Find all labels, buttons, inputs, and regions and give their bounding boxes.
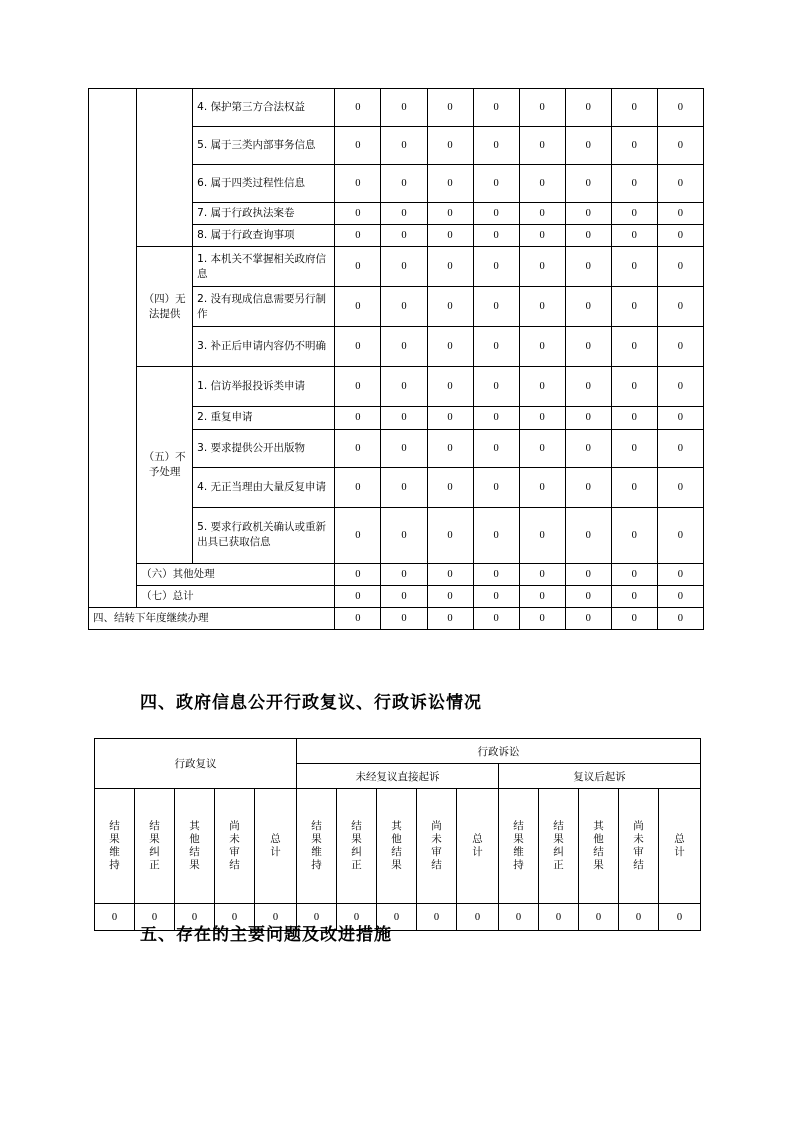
data-cell: 0 xyxy=(427,507,473,563)
data-cell: 0 xyxy=(565,585,611,607)
column-header xyxy=(135,789,175,904)
data-cell: 0 xyxy=(565,608,611,630)
data-cell: 0 xyxy=(427,407,473,429)
data-cell: 0 xyxy=(611,287,657,327)
data-cell: 0 xyxy=(427,225,473,247)
data-cell: 0 xyxy=(611,563,657,585)
data-cell: 0 xyxy=(611,203,657,225)
column-header xyxy=(619,789,659,904)
data-cell: 0 xyxy=(519,127,565,165)
data-cell: 0 xyxy=(427,367,473,407)
data-cell: 0 xyxy=(473,507,519,563)
data-cell: 0 xyxy=(335,327,381,367)
data-cell: 0 xyxy=(657,367,703,407)
data-cell: 0 xyxy=(611,127,657,165)
data-cell: 0 xyxy=(611,327,657,367)
data-cell: 0 xyxy=(657,467,703,507)
data-cell: 0 xyxy=(381,203,427,225)
data-cell: 0 xyxy=(427,247,473,287)
header-admin-review: 行政复议 xyxy=(95,739,297,789)
data-cell: 0 xyxy=(335,127,381,165)
data-cell: 0 xyxy=(337,904,377,931)
data-cell: 0 xyxy=(335,165,381,203)
row-label: 7. 属于行政执法案卷 xyxy=(193,203,335,225)
data-cell: 0 xyxy=(519,89,565,127)
data-cell: 0 xyxy=(473,407,519,429)
column-header xyxy=(417,789,457,904)
data-cell: 0 xyxy=(565,89,611,127)
row-label: 4. 保护第三方合法权益 xyxy=(193,89,335,127)
table-row-total xyxy=(89,608,704,630)
data-cell: 0 xyxy=(335,507,381,563)
data-cell: 0 xyxy=(565,225,611,247)
data-cell: 0 xyxy=(255,904,297,931)
data-cell: 0 xyxy=(657,287,703,327)
data-cell: 0 xyxy=(381,327,427,367)
data-cell: 0 xyxy=(335,563,381,585)
data-cell: 0 xyxy=(381,585,427,607)
data-cell: 0 xyxy=(657,225,703,247)
data-cell: 0 xyxy=(335,89,381,127)
data-cell: 0 xyxy=(611,89,657,127)
data-cell: 0 xyxy=(381,407,427,429)
data-cell: 0 xyxy=(473,608,519,630)
data-cell: 0 xyxy=(427,563,473,585)
column-header-text: 尚 未 审 结 xyxy=(633,820,644,871)
data-cell: 0 xyxy=(611,247,657,287)
data-cell: 0 xyxy=(611,225,657,247)
data-cell: 0 xyxy=(519,367,565,407)
table-row xyxy=(89,585,704,607)
data-cell: 0 xyxy=(657,247,703,287)
column-header xyxy=(457,789,499,904)
column-header-text: 结 果 维 持 xyxy=(109,820,120,871)
data-cell: 0 xyxy=(473,327,519,367)
data-cell: 0 xyxy=(427,429,473,467)
data-cell: 0 xyxy=(381,127,427,165)
data-cell: 0 xyxy=(657,429,703,467)
data-cell: 0 xyxy=(135,904,175,931)
column-header xyxy=(95,789,135,904)
data-cell: 0 xyxy=(657,563,703,585)
review-litigation-table-wrap xyxy=(94,738,698,931)
table-row xyxy=(89,563,704,585)
data-cell: 0 xyxy=(335,287,381,327)
data-cell: 0 xyxy=(519,429,565,467)
data-cell: 0 xyxy=(657,203,703,225)
row-label: 1. 信访举报投诉类申请 xyxy=(193,367,335,407)
data-cell: 0 xyxy=(565,247,611,287)
data-cell: 0 xyxy=(427,127,473,165)
header-admin-litigation: 行政诉讼 xyxy=(297,739,701,764)
column-header-text: 其 他 结 果 xyxy=(189,820,200,871)
column-header xyxy=(255,789,297,904)
data-cell: 0 xyxy=(565,429,611,467)
data-cell: 0 xyxy=(611,467,657,507)
data-cell: 0 xyxy=(657,585,703,607)
review-litigation-table xyxy=(94,738,701,931)
column-header-text: 结 果 维 持 xyxy=(513,820,524,871)
data-cell: 0 xyxy=(381,507,427,563)
row-label: 8. 属于行政查询事项 xyxy=(193,225,335,247)
data-cell: 0 xyxy=(611,585,657,607)
data-cell: 0 xyxy=(381,367,427,407)
data-cell: 0 xyxy=(473,467,519,507)
data-cell: 0 xyxy=(417,904,457,931)
data-cell: 0 xyxy=(579,904,619,931)
header-direct-litigation: 未经复议直接起诉 xyxy=(297,764,499,789)
column-header-text: 结 果 纠 正 xyxy=(149,820,160,871)
column-header-text: 结 果 维 持 xyxy=(311,820,322,871)
data-cell: 0 xyxy=(473,367,519,407)
data-cell: 0 xyxy=(519,225,565,247)
row-label: 5. 要求行政机关确认或重新出具已获取信息 xyxy=(193,507,335,563)
data-cell: 0 xyxy=(657,89,703,127)
data-cell: 0 xyxy=(427,608,473,630)
data-cell: 0 xyxy=(565,507,611,563)
data-cell: 0 xyxy=(611,507,657,563)
data-cell: 0 xyxy=(473,563,519,585)
data-cell: 0 xyxy=(657,407,703,429)
table-row xyxy=(89,367,704,407)
data-cell: 0 xyxy=(381,287,427,327)
data-cell: 0 xyxy=(473,203,519,225)
data-cell: 0 xyxy=(175,904,215,931)
data-cell: 0 xyxy=(95,904,135,931)
data-cell: 0 xyxy=(381,429,427,467)
data-cell: 0 xyxy=(499,904,539,931)
data-cell: 0 xyxy=(657,165,703,203)
data-cell: 0 xyxy=(519,165,565,203)
data-cell: 0 xyxy=(657,507,703,563)
data-cell: 0 xyxy=(381,563,427,585)
data-cell: 0 xyxy=(519,407,565,429)
table-row xyxy=(89,247,704,287)
data-cell: 0 xyxy=(473,165,519,203)
data-cell: 0 xyxy=(519,608,565,630)
row-group-label xyxy=(137,89,193,247)
data-cell: 0 xyxy=(457,904,499,931)
column-header xyxy=(499,789,539,904)
row-label: 4. 无正当理由大量反复申请 xyxy=(193,467,335,507)
row-label: （七）总计 xyxy=(137,585,335,607)
data-cell: 0 xyxy=(519,563,565,585)
column-header-text: 总 计 xyxy=(472,833,483,858)
data-cell: 0 xyxy=(565,165,611,203)
data-cell: 0 xyxy=(335,203,381,225)
column-header xyxy=(175,789,215,904)
data-cell: 0 xyxy=(565,367,611,407)
data-cell: 0 xyxy=(381,225,427,247)
data-cell: 0 xyxy=(659,904,701,931)
column-header-text: 总 计 xyxy=(270,833,281,858)
column-header xyxy=(579,789,619,904)
row-label: 3. 补正后申请内容仍不明确 xyxy=(193,327,335,367)
table-row xyxy=(89,89,704,127)
data-cell: 0 xyxy=(519,203,565,225)
data-cell: 0 xyxy=(565,563,611,585)
column-header-text: 尚 未 审 结 xyxy=(229,820,240,871)
row-label: 四、结转下年度继续办理 xyxy=(89,608,335,630)
table-subheader-row xyxy=(95,789,701,904)
data-cell: 0 xyxy=(427,165,473,203)
data-cell: 0 xyxy=(215,904,255,931)
column-header-text: 结 果 纠 正 xyxy=(553,820,564,871)
data-cell: 0 xyxy=(565,127,611,165)
row-label: 1. 本机关不掌握相关政府信息 xyxy=(193,247,335,287)
row-group-label: （五）不予处理 xyxy=(137,367,193,563)
column-header xyxy=(297,789,337,904)
data-cell: 0 xyxy=(335,467,381,507)
data-cell: 0 xyxy=(565,407,611,429)
row-label: （六）其他处理 xyxy=(137,563,335,585)
data-cell: 0 xyxy=(381,608,427,630)
row-label: 6. 属于四类过程性信息 xyxy=(193,165,335,203)
row-label: 3. 要求提供公开出版物 xyxy=(193,429,335,467)
data-cell: 0 xyxy=(377,904,417,931)
data-cell: 0 xyxy=(611,429,657,467)
data-cell: 0 xyxy=(657,127,703,165)
data-cell: 0 xyxy=(519,585,565,607)
data-cell: 0 xyxy=(335,429,381,467)
data-cell: 0 xyxy=(335,585,381,607)
row-label: 5. 属于三类内部事务信息 xyxy=(193,127,335,165)
left-spacer-cell xyxy=(89,89,137,608)
data-cell: 0 xyxy=(427,287,473,327)
data-cell: 0 xyxy=(473,247,519,287)
data-cell: 0 xyxy=(381,165,427,203)
column-header xyxy=(539,789,579,904)
data-cell: 0 xyxy=(473,89,519,127)
data-cell: 0 xyxy=(611,165,657,203)
column-header xyxy=(215,789,255,904)
data-cell: 0 xyxy=(381,247,427,287)
section-heading-5: 五、存在的主要问题及改进措施 xyxy=(140,925,392,945)
data-cell: 0 xyxy=(381,89,427,127)
row-label: 2. 重复申请 xyxy=(193,407,335,429)
data-cell: 0 xyxy=(473,225,519,247)
data-cell: 0 xyxy=(565,467,611,507)
data-cell: 0 xyxy=(381,467,427,507)
section-heading-4: 四、政府信息公开行政复议、行政诉讼情况 xyxy=(140,693,482,713)
column-header xyxy=(337,789,377,904)
data-cell: 0 xyxy=(519,507,565,563)
data-cell: 0 xyxy=(657,327,703,367)
data-cell: 0 xyxy=(519,247,565,287)
column-header xyxy=(377,789,417,904)
data-cell: 0 xyxy=(519,327,565,367)
data-cell: 0 xyxy=(335,407,381,429)
data-cell: 0 xyxy=(427,467,473,507)
data-cell: 0 xyxy=(473,585,519,607)
data-cell: 0 xyxy=(565,287,611,327)
data-cell: 0 xyxy=(427,203,473,225)
column-header-text: 尚 未 审 结 xyxy=(431,820,442,871)
table-header-row xyxy=(95,739,701,764)
data-cell: 0 xyxy=(297,904,337,931)
data-cell: 0 xyxy=(335,367,381,407)
data-cell: 0 xyxy=(473,127,519,165)
row-group-label: （四）无法提供 xyxy=(137,247,193,367)
data-cell: 0 xyxy=(657,608,703,630)
data-cell: 0 xyxy=(335,247,381,287)
row-label: 2. 没有现成信息需要另行制作 xyxy=(193,287,335,327)
header-after-review-litigation: 复议后起诉 xyxy=(499,764,701,789)
column-header-text: 其 他 结 果 xyxy=(593,820,604,871)
column-header-text: 总 计 xyxy=(674,833,685,858)
data-cell: 0 xyxy=(519,467,565,507)
data-cell: 0 xyxy=(427,585,473,607)
data-cell: 0 xyxy=(565,327,611,367)
data-cell: 0 xyxy=(611,608,657,630)
data-cell: 0 xyxy=(611,367,657,407)
data-cell: 0 xyxy=(473,429,519,467)
column-header-text: 结 果 纠 正 xyxy=(351,820,362,871)
disclosure-statistics-table-wrap xyxy=(88,88,704,630)
column-header-text: 其 他 结 果 xyxy=(391,820,402,871)
column-header xyxy=(659,789,701,904)
data-cell: 0 xyxy=(519,287,565,327)
data-cell: 0 xyxy=(427,89,473,127)
data-cell: 0 xyxy=(473,287,519,327)
disclosure-statistics-table xyxy=(88,88,704,630)
data-cell: 0 xyxy=(335,608,381,630)
data-cell: 0 xyxy=(611,407,657,429)
data-cell: 0 xyxy=(565,203,611,225)
data-cell: 0 xyxy=(539,904,579,931)
data-cell: 0 xyxy=(427,327,473,367)
data-cell: 0 xyxy=(335,225,381,247)
data-cell: 0 xyxy=(619,904,659,931)
